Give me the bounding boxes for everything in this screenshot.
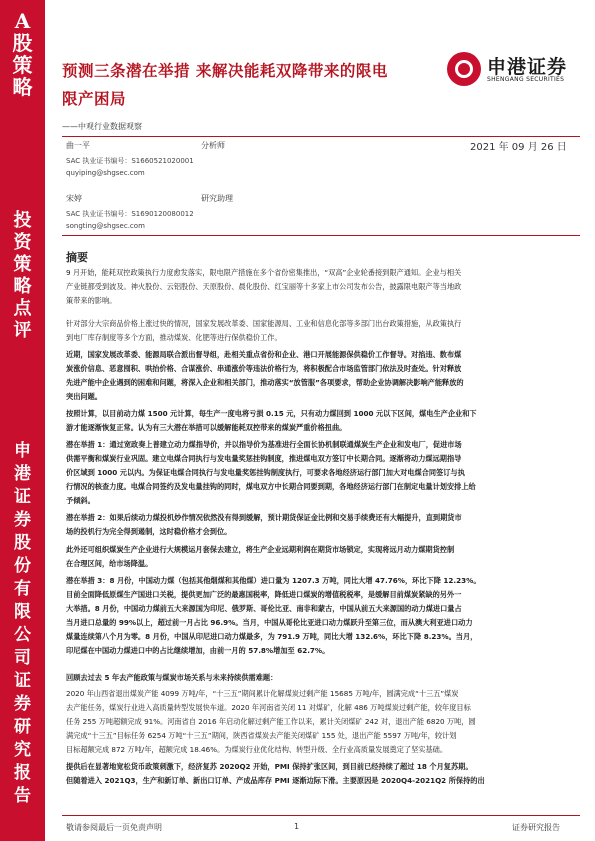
side-char: 公 [14,625,31,645]
paragraph-line: 目前全面降低原煤生产国进口关税，提供更加广泛的最惠国税率，降低进口煤炭的增值税税率，是缓解目前煤炭紧缺的另外一 [66,590,462,599]
side-char: 策 [12,53,33,77]
paragraph-line: 潜在举措 1：通过宽政奏上普建立动力煤指导价，并以指导价为基准进行全面长协机制联通煤炭生产企业和发电厂，促进市场 [66,440,462,449]
paragraph-line: 煤量连续第八个月为零。8 月份，中国从印尼进口动力煤最多，为 791.9 万吨，同比大增 132.6%，环比下降 8.23%。当月， [66,632,478,641]
side-char: 股 [14,533,31,553]
abstract-paragraph [66,438,578,508]
logo-name-cn: 申港证券 [487,56,568,78]
header-divider [62,136,580,137]
paragraph-line: 价区域到 1000 元以内。为保证电煤合同执行与发电量奖惩挂钩制度执行，可要求各地经济运行部门加大对电煤合同签订与执 [66,468,465,477]
logo-name-en: SHENGANG SECURITIES [487,76,565,83]
paragraph-line: 产业链都受到波及。神火股份、云铝股份、天原股份、晨化股份、红宝丽等十多家上市公司发布公告，披露限电限产等当地政 [66,282,462,291]
paragraph-line: 突出问题。 [66,392,102,401]
paragraph-line: 提供后在显著地宽松货币政策刺激下，经济复苏 2020Q2 开始，PMI 保持扩张区间，到目前已经持续了超过 18 个月复苏期。 [66,762,473,771]
side-char: A [14,9,31,33]
report-date: 2021 年 09 月 26 日 [470,142,567,153]
paragraph-line: 但随着进入 2021Q3，生产和新订单、新出口订单、产成品库存 PMI 逐渐边际下滑。主要原因是 2020Q4-2021Q2 所保持的出 [66,776,485,785]
paragraph-line: 印尼煤在中国动力煤进口中的占比继续增加，由前一月的 57.8%增加至 62.7%。 [66,646,330,655]
paragraph-line: 回顾去过去 5 年去产能政策与煤炭市场关系与未来持续供需难题： [66,673,278,682]
side-char: 报 [14,763,31,783]
side-label-a-share-strategy [0,10,45,98]
abstract-paragraph [66,543,578,571]
report-title [62,57,442,113]
paragraph-line: 当月进口总量的 99%以上，超过前一月占比 96.9%。当月，中国从哥伦比亚进口动力煤跃升至第三位，而从澳大利亚进口动力 [66,618,473,627]
paragraph-line: 任务 255 万吨超额完成 91%。河南省自 2016 年启动化解过剩产能工作以来，累计关闭煤矿 242 对，退出产能 6820 万吨，圆 [66,717,476,726]
author-name: 曲一平 [66,141,90,150]
side-label-strategy-review [0,210,45,342]
page-number: 1 [294,822,300,831]
paragraph-line: 满完成“十三五”目标任务 6254 万吨“十三五”期间，陕西省煤炭去产能关闭煤矿 155 处，退出产能 5597 万吨/年，较计划 [66,731,457,740]
author-cert: SAC 执业证书编号：S1690120080012 [66,210,194,218]
author-role: 分析师 [201,141,225,150]
report-type-label: 证券研究报告 [512,823,560,832]
side-char: 略 [12,75,33,99]
side-char: 投 [13,210,32,231]
logo-emblem-icon [447,52,481,86]
abstract-paragraph [66,671,578,685]
company-logo [447,50,582,90]
side-char: 股 [12,31,33,55]
abstract-paragraph [66,687,578,757]
side-char: 券 [14,510,31,530]
side-char: 策 [13,254,32,275]
side-char: 司 [14,648,31,668]
paragraph-line: 行情况的核查力度。电煤合同签约及发电量挂钩的同时，煤电双方中长期合同要到期，各地经济运行部门在制定电量计划安排上给 [66,482,476,491]
report-title-line-1: 预测三条潜在举措 来解决能耗双降带来的限电 [62,61,388,80]
side-char: 限 [14,602,31,622]
paragraph-line: 潜在举措 2：如果后续动力煤投机炒作情况依然没有得到缓解，预计期货保证金比例和交易手续费还有大幅提升，直到期货市 [66,513,462,522]
footer-divider [62,815,580,816]
author-cert: SAC 执业证书编号：S1660521020001 [66,157,194,165]
paragraph-line: 大举措。8 月份，中国动力煤前五大来源国为印尼、俄罗斯、哥伦比亚、南非和蒙古，中国从前五大来源国的动力煤进口量占 [66,604,462,613]
side-char: 申 [14,441,31,461]
disclaimer-link[interactable]: 敬请参阅最后一页免责声明 [66,823,162,832]
paragraph-line: 近期，国家发展改革委、能源局联合派出督导组，赴相关重点省份和企业、港口开展能源保供稳价工作督导。对掐违、数布煤 [66,350,462,359]
side-char: 份 [14,556,31,576]
paragraph-line: 潜在举措 3：8 月份，中国动力煤（包括其他烟煤和其他煤）进口量为 1207.3 万吨，同比大增 47.76%，环比下降 12.23%。 [66,576,481,585]
side-label-company-report [0,440,45,808]
side-char: 研 [14,717,31,737]
side-char: 有 [14,579,31,599]
paragraph-line: 针对部分大宗商品价格上涨过快的情况，国家发展改革委、国家能源局、工业和信息化部等多部门出台政策措施，从政策执行 [66,319,462,328]
author-email[interactable]: songting@shgsec.com [66,222,145,230]
paragraph-line: 2020 年山西省退出煤炭产能 4099 万吨/年，“十三五”期间累计化解煤炭过剩产能 15685 万吨/年，圆满完成“十三五”煤炭 [66,689,459,698]
paragraph-line: 9 月开始，能耗双控政策执行力度愈发落实，限电限产措施在多个省份密集推出，“双高”企业轮番接到限产通知。企业与相关 [66,268,462,277]
paragraph-line: 先进产能中企业遇到的困难和问题，将深入企业和相关部门，推动落实“放管服”各项要求，帮助企业协调解决影响产能释放的 [66,378,464,387]
paragraph-line: 在合理区间，给市场降温。 [66,559,153,568]
side-char: 告 [14,786,31,806]
abstract-paragraph [66,574,578,658]
paragraph-line: 此外还可组织煤炭生产企业进行大规模运月套保去建立，将生产企业远期利润在期货市场锁定，实现将远月动力煤期货控制 [66,545,455,554]
paragraph-line: 目标超额完成 872 万吨/年，超额完成 18.46%。为煤炭行业优化结构、转型升级、全行业高质量发展奠定了坚实基础。 [66,745,448,754]
abstract-divider [62,235,580,236]
abstract-paragraph [66,760,578,788]
abstract-paragraph [66,511,578,539]
abstract-paragraph [66,317,578,345]
paragraph-line: 场的投机行为完全得到遏制，这时稳价格才会到位。 [66,527,232,536]
paragraph-line: 按照计算，以目前动力煤 1500 元计算，每生产一度电将亏损 0.15 元，只有动力煤回到 1000 元以下区间，煤电生产企业和下 [66,409,477,418]
side-char: 港 [14,464,31,484]
paragraph-line: 予倾斜。 [66,496,95,505]
side-char: 证 [14,487,31,507]
paragraph-line: 游才能逐渐恢复正常。认为有三大潜在举措可以缓解能耗双控带来的煤炭严重价格扭曲。 [66,423,347,432]
paragraph-line: 炭涨价信息、恶意囤积、哄抬价格、合谋涨价、串通涨价等违法价格行为，将积极配合市场监管部门依法及时查处。针对释放 [66,364,462,373]
author-name: 宋婷 [66,194,82,203]
report-subtitle: ——中观行业数据观察 [62,122,142,131]
paragraph-line: 去产能任务，煤炭行业进入高质量转型发展快车道。2020 年河南省关闭 11 对煤矿，化解 486 万吨煤炭过剩产能，较年度目标 [66,703,471,712]
report-title-line-2: 限产困局 [62,89,127,108]
side-char: 略 [13,276,32,297]
author-role: 研究助理 [201,194,233,203]
paragraph-line: 到电厂库存制度等多个方面，推动煤炭、化肥等进行保供稳价工作。 [66,333,282,342]
side-char: 评 [13,320,32,341]
abstract-paragraph [66,266,578,308]
side-char: 资 [13,232,32,253]
abstract-heading: 摘要 [66,251,88,264]
paragraph-line: 策带来的影响。 [66,296,117,305]
side-char: 点 [13,298,32,319]
abstract-paragraph [66,348,578,404]
paragraph-line: 供需平衡和煤炭行业巩固。建立电煤合同执行与发电量奖惩挂钩制度，推进煤电双方签订中长期合同。逐渐将动力煤远期指导 [66,454,462,463]
side-char: 券 [14,694,31,714]
abstract-paragraph [66,407,578,435]
side-char: 究 [14,740,31,760]
side-char: 证 [14,671,31,691]
author-email[interactable]: quyiping@shgsec.com [66,169,145,177]
